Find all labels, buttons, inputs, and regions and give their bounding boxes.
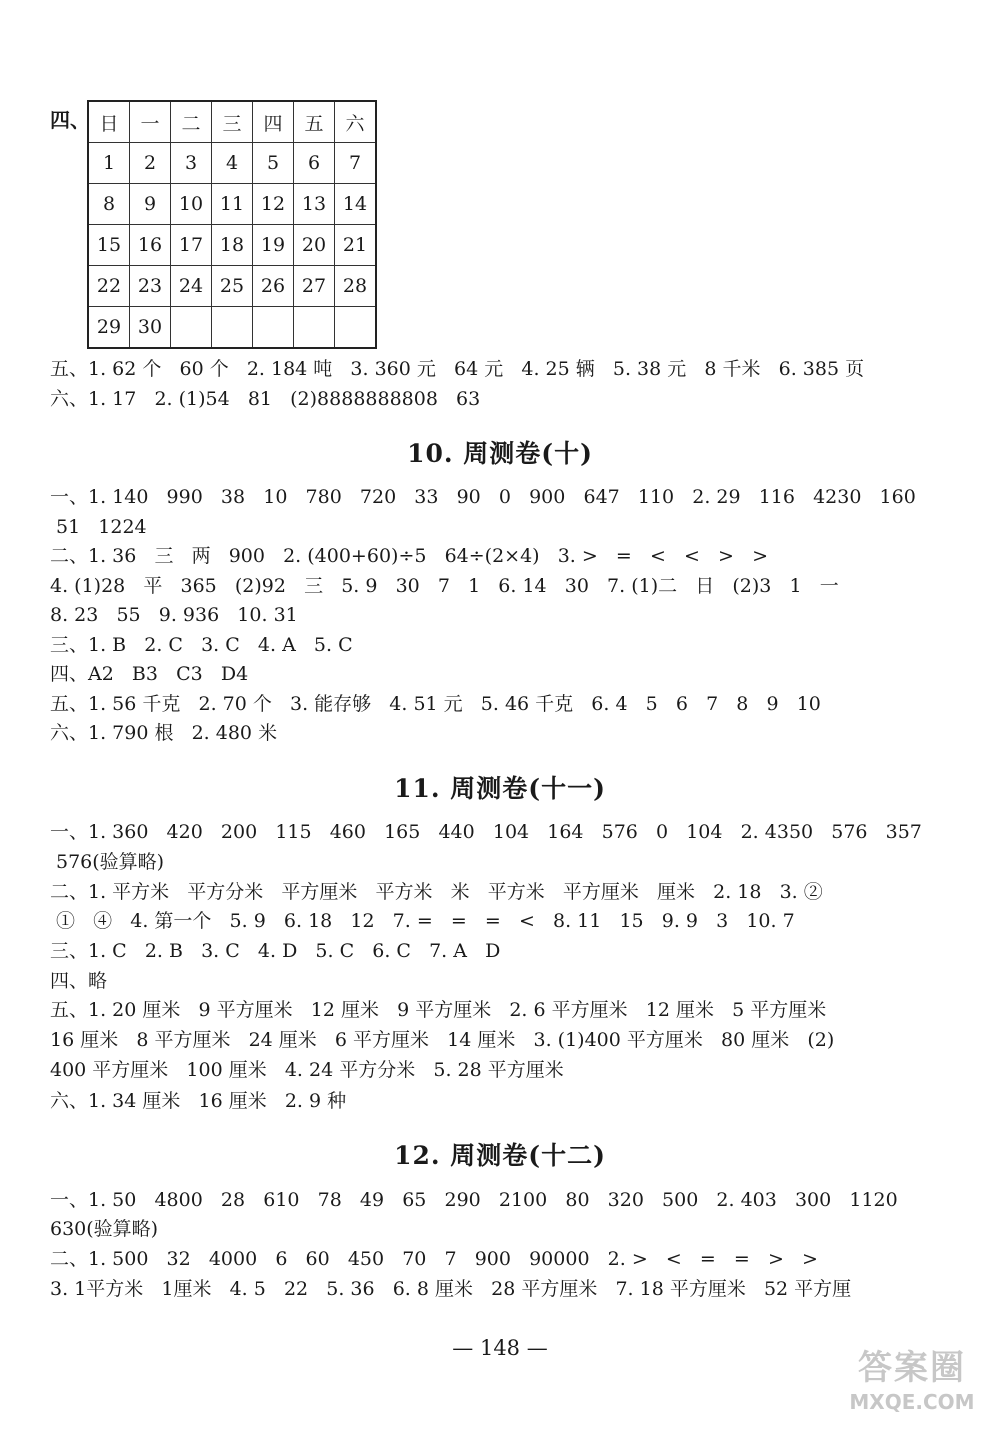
calendar-header-cell: 三 (212, 101, 253, 143)
calendar-cell: 19 (253, 225, 294, 266)
calendar-cell: 1 (88, 143, 130, 184)
section-title: 11. 周测卷(十一) (394, 774, 606, 803)
calendar-cell: 28 (335, 266, 377, 307)
answer-line: 四、A2 B3 C3 D4 (50, 663, 249, 685)
calendar-cell: 23 (130, 266, 171, 307)
calendar-header-cell: 一 (130, 101, 171, 143)
calendar-cell: 6 (294, 143, 335, 184)
calendar-cell: 17 (171, 225, 212, 266)
calendar-cell: 20 (294, 225, 335, 266)
calendar-row (88, 307, 376, 349)
calendar-cell: 2 (130, 143, 171, 184)
calendar-cell: 26 (253, 266, 294, 307)
section-title: 10. 周测卷(十) (407, 439, 593, 468)
calendar-cell: 10 (171, 184, 212, 225)
calendar-header-cell: 六 (335, 101, 377, 143)
page-number: — 148 — (452, 1336, 548, 1360)
answer-line: 4. (1)28 平 365 (2)92 三 5. 9 30 7 1 6. 14 30 7. (1)二 日 (2)3 1 一 (50, 575, 839, 597)
answer-line: 五、1. 56 千克 2. 70 个 3. 能存够 4. 51 元 5. 46 千克 6. 4 5 6 7 8 9 10 (50, 693, 821, 715)
answer-line: ① ④ 4. 第一个 5. 9 6. 18 12 7. = = = < 8. 11 15 9. 9 3 10. 7 (56, 910, 795, 932)
calendar-cell: 16 (130, 225, 171, 266)
calendar-cell (212, 307, 253, 349)
calendar-header-cell: 日 (88, 101, 130, 143)
answer-line: 16 厘米 8 平方厘米 24 厘米 6 平方厘米 14 厘米 3. (1)400 平方厘米 80 厘米 (2) (50, 1029, 835, 1051)
calendar-cell (171, 307, 212, 349)
calendar-cell: 7 (335, 143, 377, 184)
calendar-header-cell: 二 (171, 101, 212, 143)
calendar-cell: 13 (294, 184, 335, 225)
answer-line: 3. 1平方米 1厘米 4. 5 22 5. 36 6. 8 厘米 28 平方厘米 7. 18 平方厘米 52 平方厘 (50, 1278, 852, 1300)
calendar-row (88, 184, 376, 225)
calendar-header-cell: 五 (294, 101, 335, 143)
calendar-cell: 15 (88, 225, 130, 266)
calendar-cell: 11 (212, 184, 253, 225)
watermark-logo-text: 答案圈 (858, 1348, 966, 1388)
calendar-row (88, 225, 376, 266)
calendar-cell: 24 (171, 266, 212, 307)
watermark-logo (832, 1346, 992, 1426)
calendar-header-row (88, 101, 376, 143)
calendar-cell: 29 (88, 307, 130, 349)
answer-line: 五、1. 62 个 60 个 2. 184 吨 3. 360 元 64 元 4. 25 辆 5. 38 元 8 千米 6. 385 页 (50, 358, 865, 380)
answer-line: 一、1. 360 420 200 115 460 165 440 104 164 576 0 104 2. 4350 576 357 (50, 821, 922, 843)
calendar-cell (253, 307, 294, 349)
answer-line: 四、略 (50, 970, 108, 992)
calendar-cell (335, 307, 377, 349)
calendar-cell: 8 (88, 184, 130, 225)
answer-line: 630(验算略) (50, 1218, 159, 1240)
answer-line: 二、1. 平方米 平方分米 平方厘米 平方米 米 平方米 平方厘米 厘米 2. 18 3. ② (50, 881, 823, 903)
calendar-cell: 25 (212, 266, 253, 307)
calendar-cell: 9 (130, 184, 171, 225)
section-title: 12. 周测卷(十二) (394, 1141, 606, 1170)
calendar-cell: 14 (335, 184, 377, 225)
answer-line: 六、1. 17 2. (1)54 81 (2)8888888808 63 (50, 388, 481, 410)
calendar-cell: 12 (253, 184, 294, 225)
calendar-header-cell: 四 (253, 101, 294, 143)
answer-line: 三、1. B 2. C 3. C 4. A 5. C (50, 634, 353, 656)
calendar-cell: 27 (294, 266, 335, 307)
calendar-row (88, 266, 376, 307)
answer-line: 576(验算略) (56, 851, 165, 873)
calendar-cell: 4 (212, 143, 253, 184)
watermark-url: MXQE.COM (849, 1390, 975, 1414)
calendar-cell: 3 (171, 143, 212, 184)
calendar-cell: 21 (335, 225, 377, 266)
answer-line: 六、1. 34 厘米 16 厘米 2. 9 种 (50, 1090, 347, 1112)
answer-line: 400 平方厘米 100 厘米 4. 24 平方分米 5. 28 平方厘米 (50, 1059, 564, 1081)
answer-line: 一、1. 50 4800 28 610 78 49 65 290 2100 80 320 500 2. 403 300 1120 (50, 1189, 898, 1211)
answer-line: 51 1224 (56, 516, 147, 538)
calendar-cell: 18 (212, 225, 253, 266)
calendar-cell: 22 (88, 266, 130, 307)
answer-line: 五、1. 20 厘米 9 平方厘米 12 厘米 9 平方厘米 2. 6 平方厘米 12 厘米 5 平方厘米 (50, 999, 827, 1021)
answer-line: 二、1. 36 三 两 900 2. (400+60)÷5 64÷(2×4) 3. > = < < > > (50, 545, 768, 567)
answer-line: 三、1. C 2. B 3. C 4. D 5. C 6. C 7. A D (50, 940, 501, 962)
answer-line: 六、1. 790 根 2. 480 米 (50, 722, 278, 744)
calendar-cell: 30 (130, 307, 171, 349)
calendar-cell: 5 (253, 143, 294, 184)
calendar-cell (294, 307, 335, 349)
calendar-label: 四、 (50, 108, 90, 132)
calendar-table (87, 100, 377, 349)
answer-line: 一、1. 140 990 38 10 780 720 33 90 0 900 647 110 2. 29 116 4230 160 (50, 486, 916, 508)
calendar-row (88, 143, 376, 184)
answer-line: 二、1. 500 32 4000 6 60 450 70 7 900 90000 2. > < = = > > (50, 1248, 818, 1270)
answer-line: 8. 23 55 9. 936 10. 31 (50, 604, 298, 626)
